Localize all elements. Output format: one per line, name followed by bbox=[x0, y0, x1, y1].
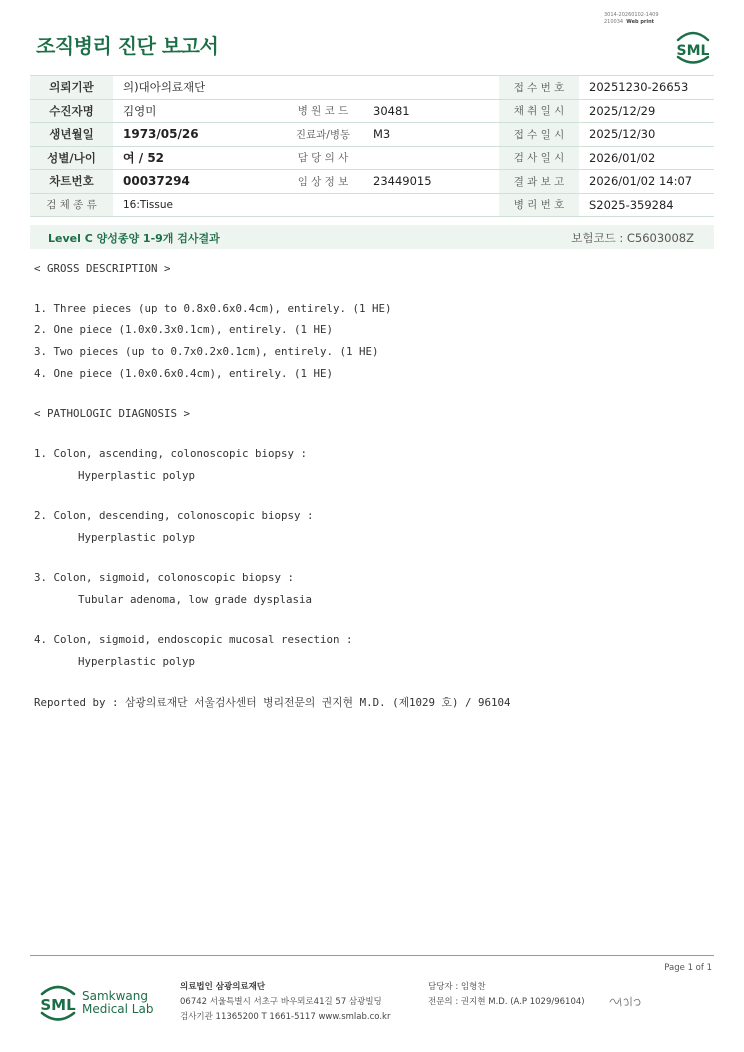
gross-item: 2. One piece (1.0x0.3x0.1cm), entirely. (1 HE) bbox=[34, 323, 334, 336]
value-receipt-number: 20251230-26653 bbox=[579, 76, 714, 100]
label-test-date: 검 사 일 시 bbox=[499, 146, 579, 170]
document-id: 3014-20260102-1409 210034 Web print bbox=[604, 12, 659, 25]
label-hospital-code: 병 원 코 드 bbox=[283, 99, 363, 123]
gross-heading: < GROSS DESCRIPTION > bbox=[34, 262, 171, 275]
label-chart-number: 차트번호 bbox=[30, 170, 113, 194]
label-collection-date: 채 취 일 시 bbox=[499, 99, 579, 123]
value-collection-date: 2025/12/29 bbox=[579, 99, 714, 123]
footer-staff-info bbox=[428, 980, 585, 1010]
label-clinical-info: 임 상 정 보 bbox=[283, 170, 363, 194]
label-requesting-institution: 의뢰기관 bbox=[30, 76, 113, 100]
label-receipt-date: 접 수 일 시 bbox=[499, 123, 579, 147]
sml-logo bbox=[672, 28, 714, 64]
value-pathology-number: S2025-359284 bbox=[579, 193, 714, 217]
value-physician bbox=[363, 146, 499, 170]
label-birth-date: 생년월일 bbox=[30, 123, 113, 147]
diagnosis-site: 3. Colon, sigmoid, colonoscopic biopsy : bbox=[34, 571, 295, 584]
label-sex-age: 성별/나이 bbox=[30, 146, 113, 170]
value-sex-age: 여 / 52 bbox=[113, 146, 283, 170]
reported-by: Reported by : 삼광의료재단 서울검사센터 병리전문의 권지현 M.D. (제1029 호) / 96104 bbox=[34, 696, 511, 709]
info-row bbox=[30, 193, 714, 217]
diagnosis-result: Hyperplastic polyp bbox=[78, 531, 196, 544]
footer-org-info bbox=[180, 980, 390, 1025]
value-patient-name: 김영미 bbox=[113, 99, 283, 123]
label-physician: 담 당 의 사 bbox=[283, 146, 363, 170]
value-birth-date: 1973/05/26 bbox=[113, 123, 283, 147]
value-specimen-type: 16:Tissue bbox=[113, 193, 499, 217]
label-specimen-type: 검 체 종 류 bbox=[30, 193, 113, 217]
value-result-report: 2026/01/02 14:07 bbox=[579, 170, 714, 194]
footer-divider bbox=[30, 955, 714, 956]
diagnosis-result: Hyperplastic polyp bbox=[78, 655, 196, 668]
patient-info-table bbox=[30, 75, 714, 217]
value-receipt-date: 2025/12/30 bbox=[579, 123, 714, 147]
footer-org-name: 의료법인 삼광의료재단 bbox=[180, 982, 266, 992]
value-hospital-code: 30481 bbox=[363, 99, 499, 123]
footer-specialist: 전문의 : 권지현 M.D. (A.P 1029/96104) bbox=[428, 997, 585, 1007]
diagnosis-result: Hyperplastic polyp bbox=[78, 469, 196, 482]
gross-item: 4. One piece (1.0x0.6x0.4cm), entirely. (1 HE) bbox=[34, 367, 334, 380]
diagnosis-result: Tubular adenoma, low grade dysplasia bbox=[78, 593, 313, 606]
footer-logo-text: Samkwang Medical Lab bbox=[82, 989, 154, 1016]
svg-text:SML: SML bbox=[40, 996, 76, 1014]
footer-logo bbox=[36, 980, 156, 1024]
test-name-bar bbox=[30, 225, 714, 249]
info-row bbox=[30, 170, 714, 194]
label-department: 진료과/병동 bbox=[283, 123, 363, 147]
sml-logo-icon bbox=[36, 980, 80, 1024]
value-department: M3 bbox=[363, 123, 499, 147]
info-row bbox=[30, 76, 714, 100]
footer-staff-in-charge: 담당자 : 임형찬 bbox=[428, 982, 486, 992]
gross-item: 1. Three pieces (up to 0.8x0.6x0.4cm), entirely. (1 HE) bbox=[34, 302, 392, 315]
page-number: Page 1 of 1 bbox=[664, 963, 712, 973]
diagnosis-site: 1. Colon, ascending, colonoscopic biopsy : bbox=[34, 447, 308, 460]
label-pathology-number: 병 리 번 호 bbox=[499, 193, 579, 217]
value-test-date: 2026/01/02 bbox=[579, 146, 714, 170]
insurance-code: 보험코드 : C5603008Z bbox=[571, 231, 694, 245]
svg-text:SML: SML bbox=[676, 43, 710, 59]
label-patient-name: 수진자명 bbox=[30, 99, 113, 123]
value-chart-number: 00037294 bbox=[113, 170, 283, 194]
diagnosis-site: 2. Colon, descending, colonoscopic biopsy : bbox=[34, 509, 314, 522]
report-title: 조직병리 진단 보고서 bbox=[36, 34, 219, 58]
label-result-report: 결 과 보 고 bbox=[499, 170, 579, 194]
footer-contact: 검사기관 11365200 T 1661-5117 www.smlab.co.kr bbox=[180, 1012, 391, 1022]
footer-address: 06742 서울특별시 서초구 바우뫼로41길 57 삼광빌딩 bbox=[180, 997, 382, 1007]
info-row bbox=[30, 146, 714, 170]
gross-item: 3. Two pieces (up to 0.7x0.2x0.1cm), entirely. (1 HE) bbox=[34, 345, 379, 358]
info-row bbox=[30, 123, 714, 147]
diagnosis-heading: < PATHOLOGIC DIAGNOSIS > bbox=[34, 407, 191, 420]
diagnosis-site: 4. Colon, sigmoid, endoscopic mucosal resection : bbox=[34, 633, 353, 646]
value-clinical-info: 23449015 bbox=[363, 170, 499, 194]
label-receipt-number: 접 수 번 호 bbox=[499, 76, 579, 100]
signature-mark bbox=[608, 994, 644, 1008]
info-row bbox=[30, 99, 714, 123]
test-name: Level C 양성종양 1-9개 검사결과 bbox=[48, 232, 220, 245]
value-requesting-institution: 의)대아의료재단 bbox=[113, 76, 499, 100]
